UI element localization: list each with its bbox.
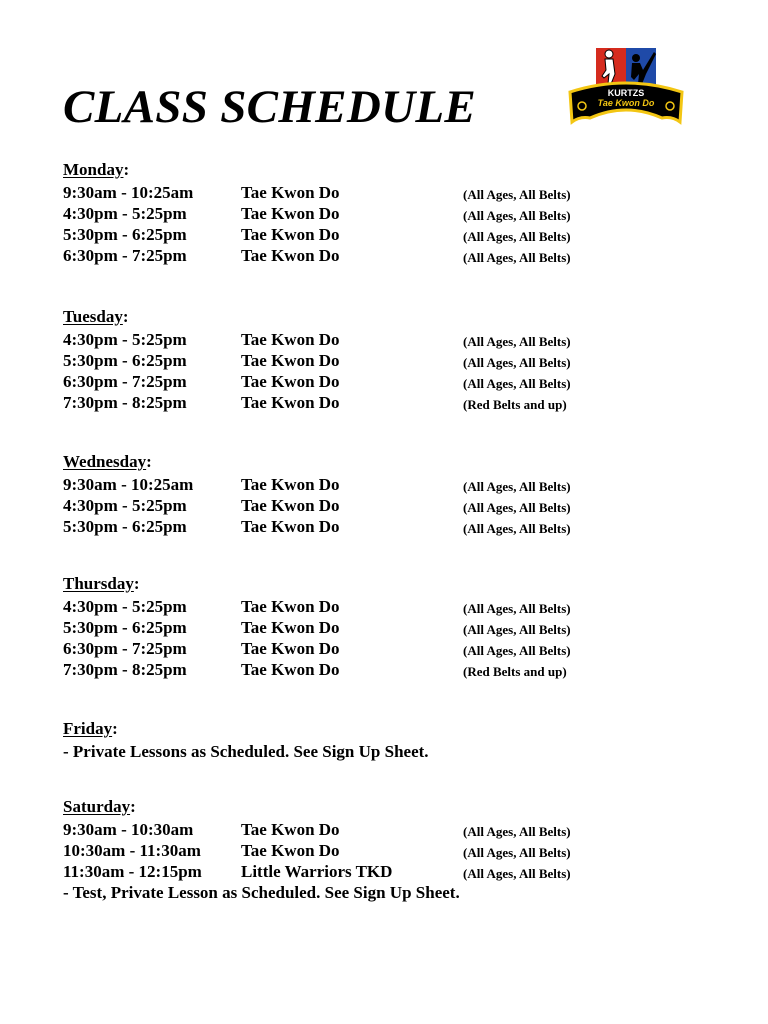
class-note: (Red Belts and up) <box>463 664 567 679</box>
class-note: (All Ages, All Belts) <box>463 824 571 839</box>
logo-bottom-text: Tae Kwon Do <box>597 98 655 108</box>
class-name: Tae Kwon Do <box>241 496 340 515</box>
schedule-row <box>63 392 703 413</box>
day-section-saturday: Saturday: 9:30am - 10:30am Tae Kwon Do (All Ages, All Belts) 10:30am - 11:30am Tae Kwon Do (All Ages, All Belts) 11:30am - 12:15pm Little Warriors TKD (All Ages, All Belts) - Test, Private Lesson as Scheduled. See Sign Up Sheet. <box>63 797 703 903</box>
class-note: (All Ages, All Belts) <box>463 643 571 658</box>
class-note: (All Ages, All Belts) <box>463 187 571 202</box>
class-time: 7:30pm - 8:25pm <box>63 393 187 412</box>
class-time: 7:30pm - 8:25pm <box>63 660 187 679</box>
class-time: 5:30pm - 6:25pm <box>63 351 187 370</box>
class-name: Tae Kwon Do <box>241 204 340 223</box>
class-name: Tae Kwon Do <box>241 660 340 679</box>
kurtzs-logo <box>564 44 688 130</box>
day-name: Friday <box>63 719 113 738</box>
class-time: 9:30am - 10:25am <box>63 475 194 494</box>
schedule-row <box>63 371 703 392</box>
schedule-row <box>63 861 703 882</box>
class-name: Tae Kwon Do <box>241 330 340 349</box>
schedule-row <box>63 474 703 495</box>
class-time: 4:30pm - 5:25pm <box>63 204 187 223</box>
day-name: Thursday <box>63 574 134 593</box>
day-section-friday: Friday: - Private Lessons as Scheduled. See Sign Up Sheet. <box>63 719 703 762</box>
class-name: Tae Kwon Do <box>241 618 340 637</box>
schedule-row <box>63 329 703 350</box>
class-name: Tae Kwon Do <box>241 351 340 370</box>
class-name: Tae Kwon Do <box>241 517 340 536</box>
class-note: (All Ages, All Belts) <box>463 376 571 391</box>
class-note: (All Ages, All Belts) <box>463 208 571 223</box>
page-title: CLASS SCHEDULE <box>63 81 476 133</box>
day-section-wednesday: Wednesday: 9:30am - 10:25am Tae Kwon Do (All Ages, All Belts) 4:30pm - 5:25pm Tae Kwon Do (All Ages, All Belts) 5:30pm - 6:25pm Tae Kwon Do (All Ages, All Belts) <box>63 452 703 537</box>
day-section-monday: Monday: 9:30am - 10:25am Tae Kwon Do (All Ages, All Belts) 4:30pm - 5:25pm Tae Kwon Do (All Ages, All Belts) 5:30pm - 6:25pm Tae Kwon Do (All Ages, All Belts) 6:30pm - 7:25pm Tae Kwon Do (All Ages, All Belts) <box>63 160 703 266</box>
day-section-thursday: Thursday: 4:30pm - 5:25pm Tae Kwon Do (All Ages, All Belts) 5:30pm - 6:25pm Tae Kwon Do (All Ages, All Belts) 6:30pm - 7:25pm Tae Kwon Do (All Ages, All Belts) 7:30pm - 8:25pm Tae Kwon Do (Red Belts and up) <box>63 574 703 680</box>
schedule-row <box>63 596 703 617</box>
class-name: Tae Kwon Do <box>241 841 340 860</box>
class-note: (All Ages, All Belts) <box>463 229 571 244</box>
class-time: 5:30pm - 6:25pm <box>63 618 187 637</box>
class-name: Tae Kwon Do <box>241 475 340 494</box>
schedule-row <box>63 495 703 516</box>
schedule-row <box>63 659 703 680</box>
schedule-row <box>63 516 703 537</box>
class-time: 9:30am - 10:25am <box>63 183 194 202</box>
class-note: (All Ages, All Belts) <box>463 334 571 349</box>
schedule-row <box>63 617 703 638</box>
class-time: 4:30pm - 5:25pm <box>63 330 187 349</box>
class-name: Tae Kwon Do <box>241 183 340 202</box>
day-name: Saturday <box>63 797 131 816</box>
class-time: 9:30am - 10:30am <box>63 820 194 839</box>
day-section-tuesday: Tuesday: 4:30pm - 5:25pm Tae Kwon Do (All Ages, All Belts) 5:30pm - 6:25pm Tae Kwon Do (All Ages, All Belts) 6:30pm - 7:25pm Tae Kwon Do (All Ages, All Belts) 7:30pm - 8:25pm Tae Kwon Do (Red Belts and up) <box>63 307 703 413</box>
class-time: 6:30pm - 7:25pm <box>63 639 187 658</box>
class-note: (All Ages, All Belts) <box>463 866 571 881</box>
class-note: (All Ages, All Belts) <box>463 250 571 265</box>
schedule-row <box>63 819 703 840</box>
class-note: (All Ages, All Belts) <box>463 601 571 616</box>
class-name: Tae Kwon Do <box>241 246 340 265</box>
schedule-row <box>63 182 703 203</box>
schedule-row <box>63 840 703 861</box>
schedule-row <box>63 638 703 659</box>
class-note: (All Ages, All Belts) <box>463 845 571 860</box>
logo-top-text: KURTZS <box>607 88 645 98</box>
class-name: Tae Kwon Do <box>241 639 340 658</box>
class-name: Tae Kwon Do <box>241 393 340 412</box>
class-time: 6:30pm - 7:25pm <box>63 246 187 265</box>
class-note: (All Ages, All Belts) <box>463 479 571 494</box>
schedule-row <box>63 224 703 245</box>
day-name: Tuesday <box>63 307 123 326</box>
class-note: (All Ages, All Belts) <box>463 355 571 370</box>
class-name: Little Warriors TKD <box>241 862 393 881</box>
class-note: (Red Belts and up) <box>463 397 567 412</box>
schedule-note-line: - Private Lessons as Scheduled. See Sign Up Sheet. <box>63 742 429 761</box>
class-note: (All Ages, All Belts) <box>463 622 571 637</box>
class-time: 10:30am - 11:30am <box>63 841 201 860</box>
day-name: Monday <box>63 160 124 179</box>
class-time: 4:30pm - 5:25pm <box>63 496 187 515</box>
class-time: 5:30pm - 6:25pm <box>63 225 187 244</box>
class-note: (All Ages, All Belts) <box>463 521 571 536</box>
class-note: (All Ages, All Belts) <box>463 500 571 515</box>
class-time: 4:30pm - 5:25pm <box>63 597 187 616</box>
class-time: 6:30pm - 7:25pm <box>63 372 187 391</box>
class-name: Tae Kwon Do <box>241 372 340 391</box>
day-name: Wednesday <box>63 452 147 471</box>
schedule-row <box>63 245 703 266</box>
class-time: 5:30pm - 6:25pm <box>63 517 187 536</box>
class-name: Tae Kwon Do <box>241 597 340 616</box>
class-name: Tae Kwon Do <box>241 225 340 244</box>
schedule-row <box>63 350 703 371</box>
schedule-note-line: - Test, Private Lesson as Scheduled. See Sign Up Sheet. <box>63 883 460 902</box>
class-name: Tae Kwon Do <box>241 820 340 839</box>
schedule-row <box>63 203 703 224</box>
class-time: 11:30am - 12:15pm <box>63 862 202 881</box>
